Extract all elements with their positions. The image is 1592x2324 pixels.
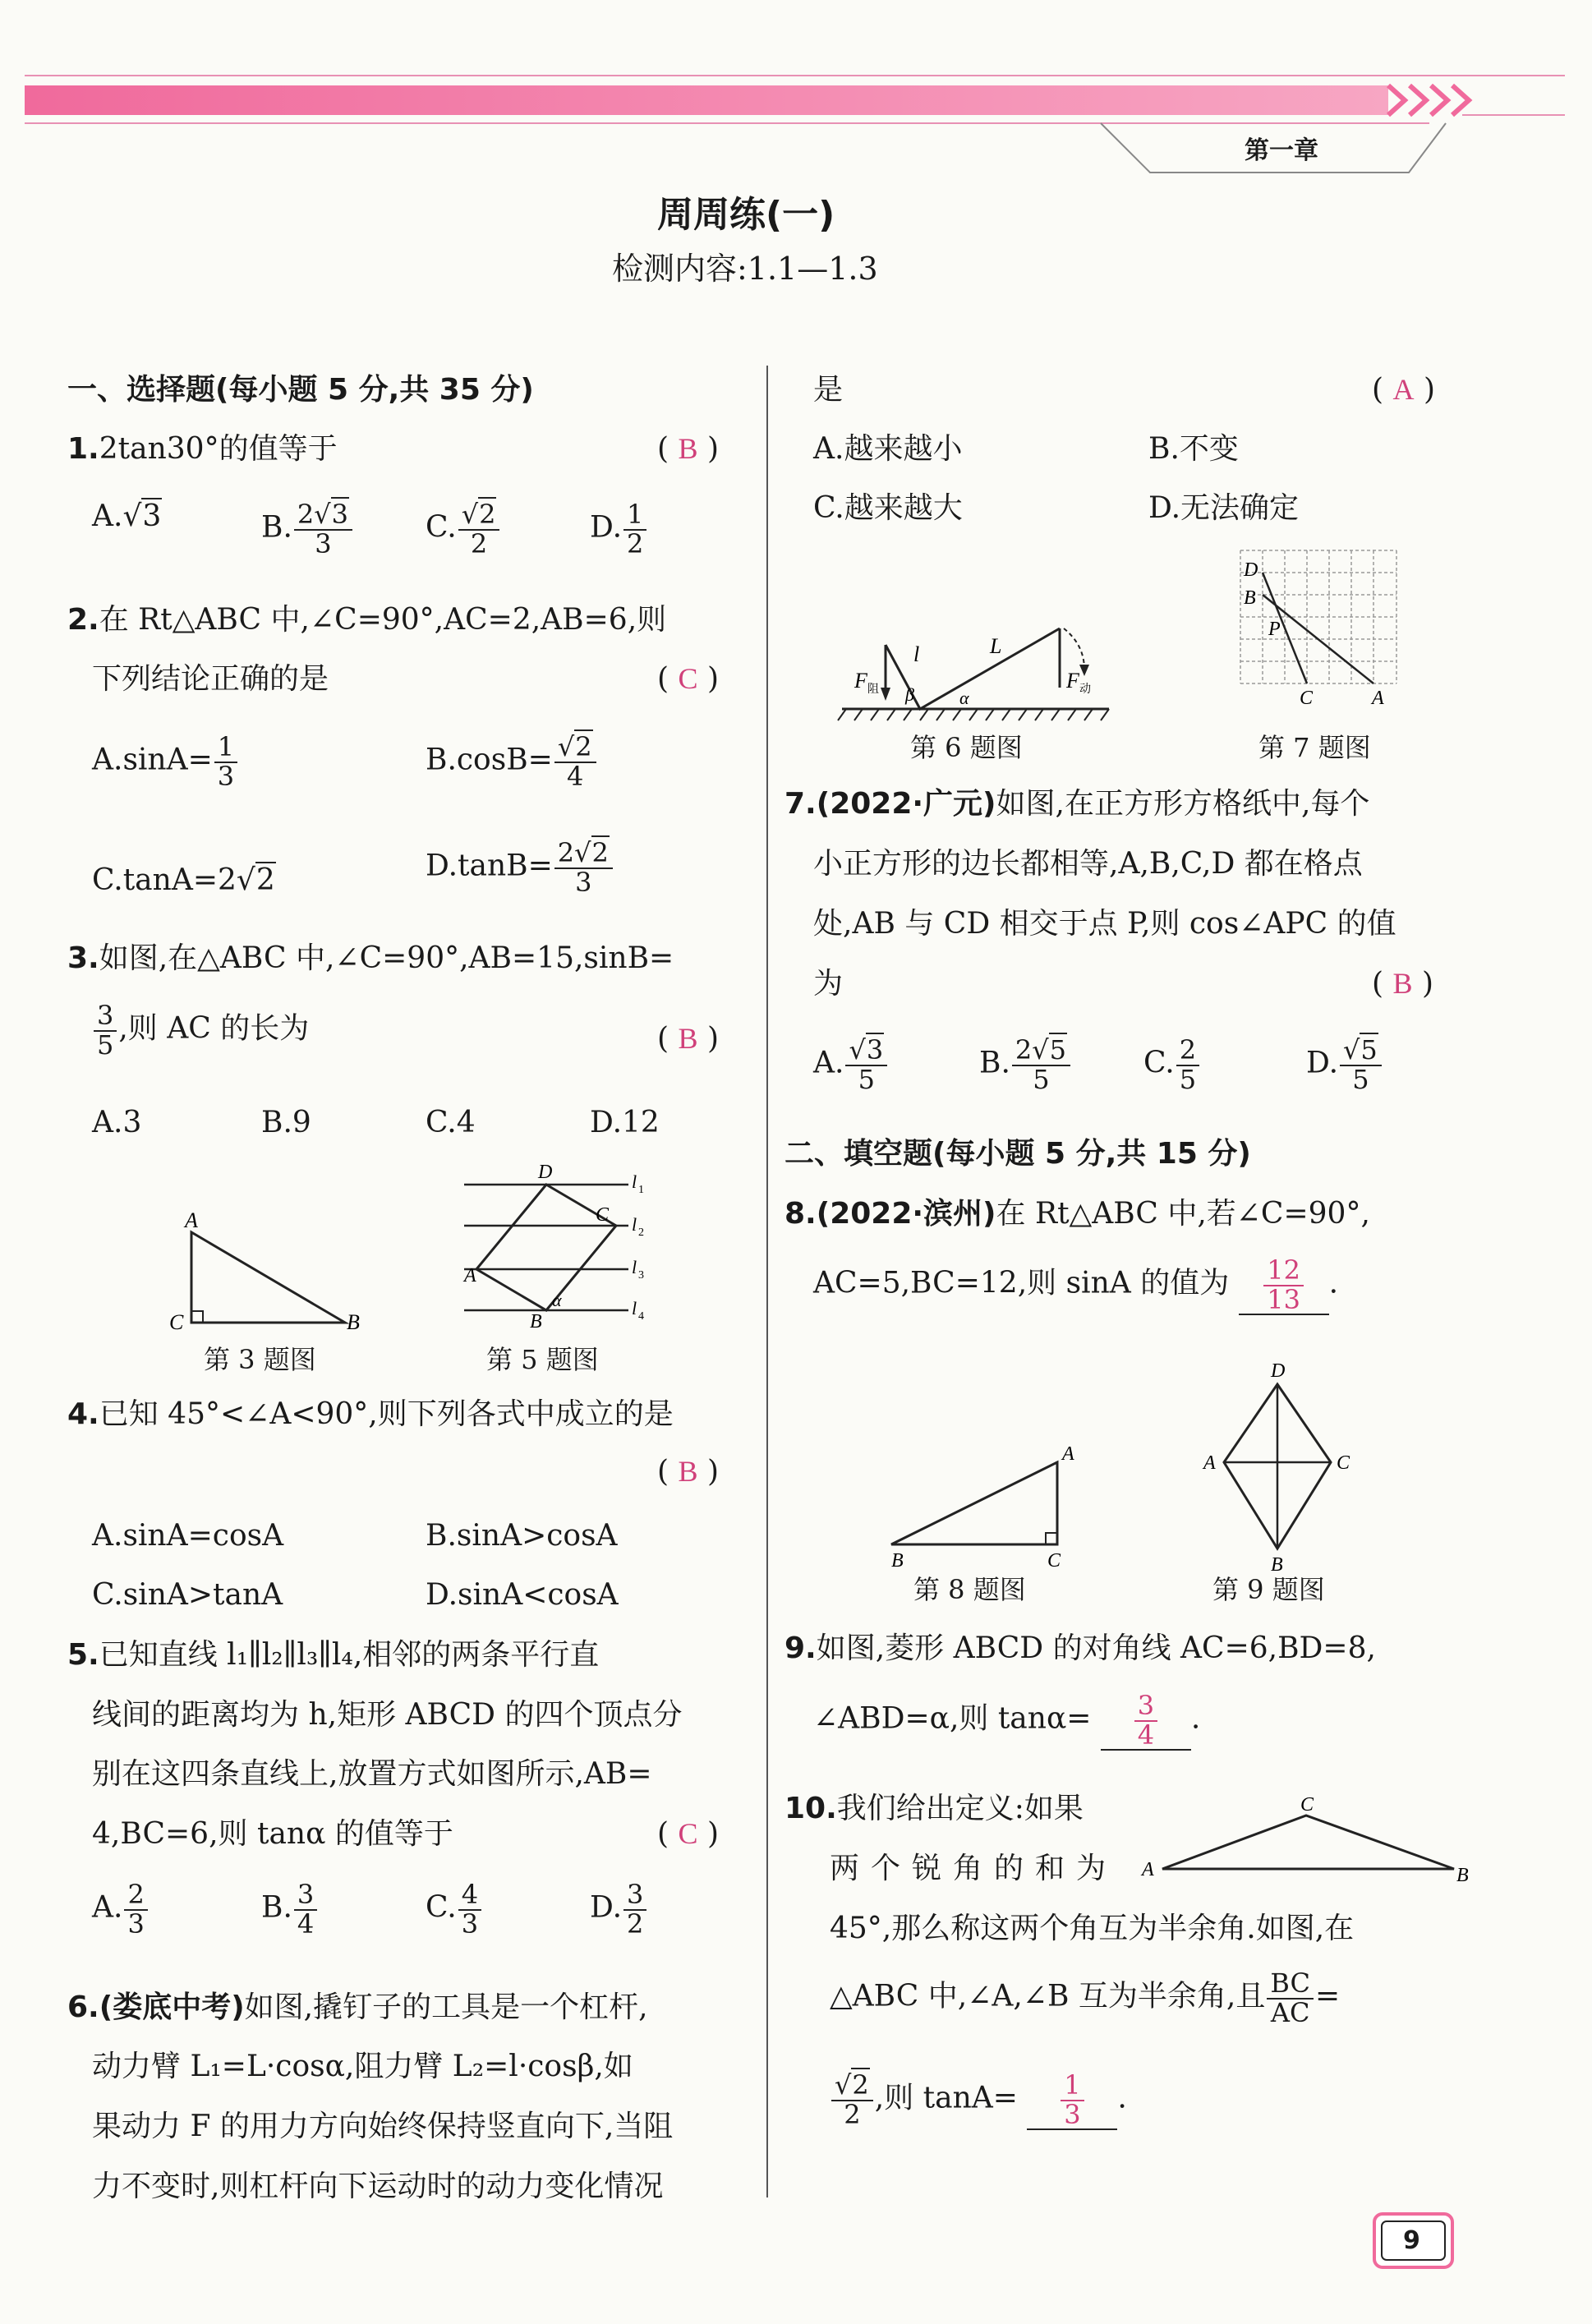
fig5-l4-sub: 4 xyxy=(638,1310,644,1323)
fig6-label-beta: β xyxy=(905,684,914,705)
fig7-label-c: C xyxy=(1300,688,1314,709)
fig9-label-a: A xyxy=(1203,1452,1216,1474)
fig6-label-F-resist: F xyxy=(854,669,867,693)
q7-line4: 为 xyxy=(813,967,844,1001)
q6-line3: 果动力 F 的用力方向始终保持竖直向下,当阻 xyxy=(92,2110,674,2143)
q3-option-b: B.9 xyxy=(261,1106,311,1139)
q5-line4: 4,BC=6,则 tanα 的值等于 xyxy=(92,1817,453,1851)
fig3-label-c: C xyxy=(169,1310,184,1334)
q6-line4: 力不变时,则杠杆向下运动时的动力变化情况 xyxy=(92,2170,664,2203)
q6-answer: ( A ) xyxy=(1372,373,1435,407)
page-title: 周周练(一) xyxy=(657,194,835,236)
q5-option-d: D. $\frac{3}{2}$ xyxy=(590,1881,648,1938)
q1-option-a: A.√3 xyxy=(92,499,162,533)
q7-line3: 处,AB 与 CD 相交于点 P,则 cos∠APC 的值 xyxy=(813,907,1396,941)
figure-5 xyxy=(456,1158,661,1331)
fig6-label-alpha: α xyxy=(959,688,969,708)
q7-option-c: C. $\frac{2}{5}$ xyxy=(1143,1037,1201,1093)
fig3-label-b: B xyxy=(347,1310,360,1334)
q3-option-c: C.4 xyxy=(426,1106,476,1139)
q2-option-c: C.tanA=2√2 xyxy=(92,863,275,897)
fig9-caption: 第 9 题图 xyxy=(1212,1574,1325,1605)
fig6-label-F-drive: F xyxy=(1066,669,1079,693)
figure-6 xyxy=(838,612,1117,727)
figure-3 xyxy=(164,1208,378,1339)
fig5-l3: l xyxy=(632,1257,637,1277)
q7-answer: ( B ) xyxy=(1372,967,1434,1001)
fig5-l1-sub: 1 xyxy=(638,1184,644,1196)
fig10-label-a: A xyxy=(1142,1859,1154,1880)
q2-option-d: D.tanB= $\frac{2√2}{3}$ xyxy=(426,840,614,896)
q9-line1: 9.如图,菱形 ABCD 的对角线 AC=6,BD=8, xyxy=(784,1631,1376,1665)
fig5-l3-sub: 3 xyxy=(638,1269,644,1282)
q7-line2: 小正方形的边长都相等,A,B,C,D 都在格点 xyxy=(813,847,1363,881)
figure-9 xyxy=(1195,1355,1360,1576)
q5-option-c: C. $\frac{4}{3}$ xyxy=(426,1881,483,1938)
q1-option-d: D. $\frac{1}{2}$ xyxy=(590,501,648,558)
q8-line2: AC=5,BC=12,则 sinA 的值为 $\frac{12}{13}$ . xyxy=(813,1254,1339,1315)
fig8-label-a: A xyxy=(1062,1443,1074,1465)
q2-stem-line1: 2.在 Rt△ABC 中,∠C=90°,AC=2,AB=6,则 xyxy=(67,603,667,637)
q3-stem-line2: $\frac{3}{5}$ ,则 AC 的长为 xyxy=(92,1002,309,1059)
fig6-label-l: l xyxy=(913,642,920,666)
fig7-label-a: A xyxy=(1372,688,1384,709)
fig5-l4: l xyxy=(632,1298,637,1318)
q3-stem-line1: 3.如图,在△ABC 中,∠C=90°,AB=15,sinB= xyxy=(67,941,674,975)
q5-line2: 线间的距离均为 h,矩形 ABCD 的四个顶点分 xyxy=(92,1698,683,1732)
q6-option-b: B.不变 xyxy=(1148,432,1239,466)
fig5-l2: l xyxy=(632,1214,637,1235)
fig8-label-c: C xyxy=(1047,1550,1061,1572)
q6-option-d: D.无法确定 xyxy=(1148,491,1300,525)
page-number: 9 xyxy=(1403,2226,1420,2255)
q5-option-a: A. $\frac{2}{3}$ xyxy=(92,1881,150,1938)
column-divider xyxy=(766,366,768,2197)
q1-option-c: C. $\frac{√2}{2}$ xyxy=(426,501,501,558)
fig5-caption: 第 5 题图 xyxy=(486,1344,599,1375)
q8-line1: 8.(2022·滨州)在 Rt△ABC 中,若∠C=90°, xyxy=(784,1197,1370,1231)
fig9-label-b: B xyxy=(1271,1554,1283,1576)
chapter-label: 第一章 xyxy=(1245,136,1318,165)
fig8-caption: 第 8 题图 xyxy=(913,1574,1026,1605)
q3-answer: ( B ) xyxy=(657,1022,720,1056)
fig10-label-c: C xyxy=(1300,1794,1314,1815)
section1-heading: 一、选择题(每小题 5 分,共 35 分) xyxy=(67,373,534,407)
q10-line2: 两个锐角的和为 xyxy=(830,1852,1118,1885)
q5-line3: 别在这四条直线上,放置方式如图所示,AB= xyxy=(92,1757,652,1791)
q4-option-a: A.sinA=cosA xyxy=(92,1519,284,1553)
fig6-label-L: L xyxy=(990,634,1002,658)
q4-stem: 4.已知 45°<∠A<90°,则下列各式中成立的是 xyxy=(67,1397,674,1431)
fig9-label-d: D xyxy=(1271,1360,1286,1382)
q3-option-d: D.12 xyxy=(590,1106,660,1139)
section2-heading: 二、填空题(每小题 5 分,共 15 分) xyxy=(784,1137,1251,1171)
q6-line2: 动力臂 L₁=L·cosα,阻力臂 L₂=l·cosβ,如 xyxy=(92,2050,633,2083)
q2-option-a: A.sinA= $\frac{1}{3}$ xyxy=(92,734,239,790)
fig6-label-F-drive-sub: 动 xyxy=(1079,683,1091,696)
fig5-label-b: B xyxy=(530,1311,542,1332)
fig7-label-p: P xyxy=(1268,619,1281,640)
q1-stem: 1.2tan30°的值等于 xyxy=(67,432,338,466)
fig8-label-b: B xyxy=(891,1550,904,1572)
q2-answer: ( C ) xyxy=(657,662,720,696)
fig6-caption: 第 6 题图 xyxy=(910,732,1023,763)
q10-line5: $\frac{√2}{2}$ ,则 tanA= $\frac{1}{3}$ . xyxy=(830,2072,1127,2130)
q5-answer: ( C ) xyxy=(657,1817,720,1851)
q7-option-a: A. $\frac{√3}{5}$ xyxy=(813,1037,889,1093)
fig5-l2-sub: 2 xyxy=(638,1226,644,1239)
fig6-label-F-resist-sub: 阻 xyxy=(867,683,879,696)
q9-line2: ∠ABD=α,则 tanα= $\frac{3}{4}$ . xyxy=(813,1690,1201,1751)
fig3-label-a: A xyxy=(185,1208,198,1232)
q3-option-a: A.3 xyxy=(92,1106,142,1139)
fig10-label-b: B xyxy=(1456,1865,1469,1886)
q10-line1: 10.我们给出定义:如果 xyxy=(784,1792,1084,1825)
q4-option-d: D.sinA<cosA xyxy=(426,1578,619,1612)
q2-option-b: B.cosB= $\frac{√2}{4}$ xyxy=(426,734,598,790)
fig7-caption: 第 7 题图 xyxy=(1258,732,1371,763)
q1-option-b: B. $\frac{2√3}{3}$ xyxy=(261,501,354,558)
q6-option-c: C.越来越大 xyxy=(813,491,963,525)
q7-line1: 7.(2022·广元)如图,在正方形方格纸中,每个 xyxy=(784,787,1370,821)
figure-8 xyxy=(883,1442,1097,1573)
q1-answer: ( B ) xyxy=(657,432,720,466)
q10-line4: △ABC 中,∠A,∠B 互为半余角,且 $\frac{BC}{AC}$ = xyxy=(830,1967,1341,2028)
q4-option-c: C.sinA>tanA xyxy=(92,1578,283,1612)
fig5-l1: l xyxy=(632,1171,637,1192)
fig7-label-b: B xyxy=(1244,587,1256,609)
q6-line5: 是 xyxy=(813,373,844,407)
page-subtitle: 检测内容:1.1—1.3 xyxy=(612,251,878,287)
q4-option-b: B.sinA>cosA xyxy=(426,1519,618,1553)
fig5-label-a: A xyxy=(464,1265,476,1286)
q5-option-b: B. $\frac{3}{4}$ xyxy=(261,1881,319,1938)
fig7-label-d: D xyxy=(1244,559,1258,581)
figure-7 xyxy=(1232,546,1413,719)
fig5-label-c: C xyxy=(596,1204,610,1226)
q10-line3: 45°,那么称这两个角互为半余角.如图,在 xyxy=(830,1912,1355,1945)
q6-line1: 6.(娄底中考)如图,撬钉子的工具是一个杠杆, xyxy=(67,1990,648,2024)
q7-option-b: B. $\frac{2√5}{5}$ xyxy=(979,1037,1072,1093)
figure-10 xyxy=(1138,1794,1469,1889)
fig5-label-d: D xyxy=(538,1162,553,1183)
q2-stem-line2: 下列结论正确的是 xyxy=(92,662,329,696)
q5-line1: 5.已知直线 l₁∥l₂∥l₃∥l₄,相邻的两条平行直 xyxy=(67,1638,600,1672)
fig9-label-c: C xyxy=(1337,1452,1350,1474)
q7-option-d: D. $\frac{√5}{5}$ xyxy=(1306,1037,1383,1093)
fig5-label-alpha: α xyxy=(552,1290,562,1310)
fig3-caption: 第 3 题图 xyxy=(204,1344,316,1375)
header-band xyxy=(0,0,1592,197)
q4-answer: ( B ) xyxy=(657,1455,720,1489)
q6-option-a: A.越来越小 xyxy=(813,432,963,466)
